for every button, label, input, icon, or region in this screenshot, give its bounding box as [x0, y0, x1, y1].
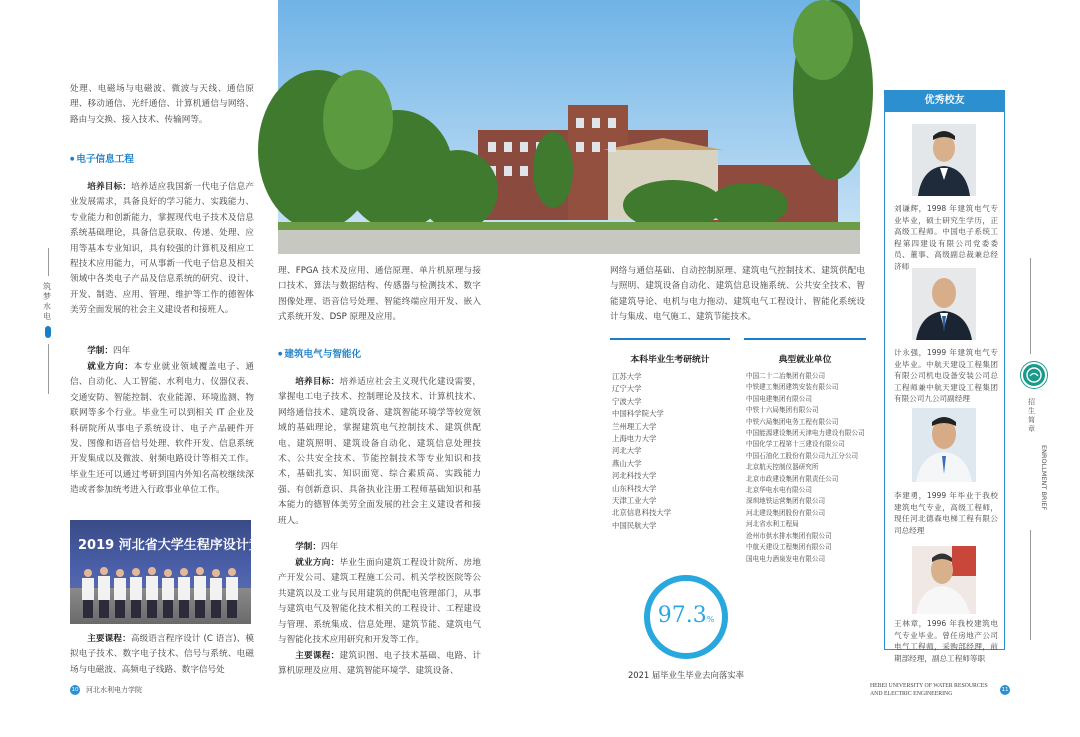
goal-text: 培养适应社会主义现代化建设需要，掌握电工电子技术、控制理论及技术、计算机技术、网络通信技术、建筑设备、建筑智能环境学等较宽领域的基础理论，掌握建筑电气控制技术、建筑供配电、建筑照明、建筑设备自动化、建筑信息处理技术、公共安全技术、节能控制技术等专业知识和技术，基础扎实、知识面宽、综合素质高、实践能力强、有创新意识、具备执业注册工程师基础知识和基本能力的德智体美劳全面发展的社会主义建设者和接班人。: [278, 377, 481, 526]
list-item: 中国能源建设集团天津电力建设有限公司: [746, 429, 865, 438]
col2-duration: [278, 540, 481, 555]
footer-right-line1: HEBEI UNIVERSITY OF WATER RESOURCES: [870, 683, 988, 689]
alumnus-text-1: 刘谦辉，1998 年建筑电气专业毕业，硕士研究生学历，正高级工程师。中国电子系统工程第四建设有限公司党委委员、董事、高级副总裁兼总经济师: [894, 204, 998, 271]
list-item: 中航天建设工程集团有限公司: [746, 543, 832, 552]
duration-label: 学制：: [295, 542, 321, 552]
list-item: 燕山大学: [612, 458, 642, 468]
col2-goal: [278, 375, 481, 529]
courses-label: 主要课程：: [295, 651, 340, 661]
list-item: 北京信息科技大学: [612, 508, 672, 518]
col2-intro: 理、FPGA 技术及应用、通信原理、单片机原理与接口技术、算法与数据结构、传感器与检测技术、数字图像处理、语音信号处理、智能终端应用开发、嵌入式系统开发、DSP 原理及应用。: [278, 266, 481, 323]
goal-label: 培养目标：: [295, 377, 340, 387]
list-item: 中铁六局集团电务工程有限公司: [746, 417, 839, 426]
side-rule-top: [48, 248, 49, 276]
list-item: 江苏大学: [612, 372, 642, 381]
list-item: 中国民航大学: [612, 520, 657, 530]
list-item: 河北大学: [612, 446, 642, 456]
campus-photo: [278, 0, 860, 254]
courses-text: 高级语言程序设计 (C 语言)、模拟电子技术、数字电子技术、信号与系统、电磁场与电磁波、高频电子线路、数字信号处: [70, 634, 254, 675]
school-emblem-icon: [1021, 362, 1047, 388]
goal-text: 培养适应我国新一代电子信息产业发展需求，具备良好的学习能力、实践能力、专业能力和创新能力，掌握现代电子技术及信息系统基础理论，具备信息获取、传递、处理、应用等基本专业知识，具有较强的计算机及相应工程技术应用能力，可从事新一代电子信息及相关领域中各类电子产品及信息系统的研究、设计、开发、制造、应用、管理、维护等工作的德智体美劳全面发展的社会主义建设者和接班人。: [70, 182, 254, 316]
col1-duration: [70, 344, 254, 359]
list-item: 中国电建集团有限公司: [746, 394, 812, 403]
side-label-right-cn: 招生简章: [1028, 398, 1035, 433]
footer-right-page-number: 11: [1001, 687, 1009, 693]
list-item: 北京市政建设集团有限责任公司: [746, 474, 839, 483]
section-title-electronic: ● 电子信息工程: [70, 151, 134, 165]
rate-unit: %: [706, 615, 715, 624]
col1-intro: 处理、电磁场与电磁波、微波与天线、通信原理、移动通信、光纤通信、计算机通信与网络、路由与交换、接入技术、传输网等。: [70, 84, 254, 125]
duration-value: 四年: [320, 542, 339, 552]
alumnus-photo-1: [912, 124, 976, 196]
list-item: 河北建设集团股份有限公司: [746, 508, 826, 517]
col1-career: [70, 360, 254, 499]
employer-title-rule: [744, 338, 866, 340]
list-item: 河北科技大学: [612, 471, 657, 481]
list-item: 沧州市供水排水集团有限公司: [746, 531, 832, 540]
list-item: 宁波大学: [612, 396, 642, 406]
list-item: 北京华电水电有限公司: [746, 486, 812, 495]
side-marker: [45, 326, 51, 338]
rate-value: [650, 603, 722, 628]
footer-right-line2: AND ELECTRIC ENGINEERING: [870, 691, 953, 697]
rate-caption: 2021 届毕业生毕业去向落实率: [627, 670, 745, 680]
col2-career: [278, 556, 481, 648]
career-text: 本专业就业领域覆盖电子、通信、自动化、人工智能、水利电力、仪器仪表、交通安防、智能控制、农业能源、环境监测、物联网等多个行业。毕业生可以到相关 IT 企业及科研院所从事电子系统设计、电子产品硬件开发、图像和语音信号处理、软件开发、信息系统开发集成以及微波、射频电路设计等相关工作。毕业生还可以通过考研到国内外知名高校继续深造或者参加统考进入行政事业单位工作。: [70, 362, 254, 496]
duration-value: 四年: [112, 346, 131, 356]
courses-label: 主要课程：: [87, 634, 131, 644]
side-rule-bottom: [48, 344, 49, 394]
side-label-right-en: ENROLLMENT BRIEF: [1040, 445, 1048, 511]
employer-title: 典型就业单位: [778, 355, 832, 365]
competition-people: [80, 568, 242, 620]
list-item: 河北省水利工程局: [746, 520, 799, 529]
col2-courses: [278, 649, 481, 680]
alumnus-photo-4: [912, 546, 976, 614]
alumnus-text-2: 计永强，1999 年建筑电气专业毕业。中航天建设工程集团有限公司机电设备安装公司总工程师兼中航天建设工程集团有限公司九公司副经理: [894, 348, 998, 404]
footer-left-school: 河北水利电力学院: [86, 686, 142, 694]
alumnus-photo-3: [912, 408, 976, 482]
list-item: 中国石油化工股份有限公司九江分公司: [746, 451, 859, 460]
rate-number: 97.3: [657, 603, 707, 628]
competition-photo: [70, 520, 275, 624]
col1-goal: [70, 180, 254, 319]
employer-list: [746, 371, 874, 565]
footer-right-school-en: [870, 682, 988, 698]
goal-label: 培养目标：: [87, 182, 132, 192]
grad-school-list: [612, 371, 732, 532]
list-item: 天津工业大学: [612, 496, 657, 506]
list-item: 兰州理工大学: [612, 421, 657, 431]
career-label: 就业方向：: [295, 558, 340, 568]
grad-stats-title: 本科毕业生考研统计: [630, 355, 710, 365]
list-item: 辽宁大学: [612, 384, 642, 394]
list-item: 中铁建工集团建筑安装有限公司: [746, 383, 839, 392]
competition-banner-text: 2019 河北省大学生程序设计竞赛: [78, 538, 275, 553]
list-item: 中国化学工程第十三建设有限公司: [746, 440, 845, 449]
duration-label: 学制：: [87, 346, 113, 356]
list-item: 上海电力大学: [612, 434, 657, 444]
list-item: 中国二十二冶集团有限公司: [746, 372, 826, 380]
courses-text: 建筑识图、电子技术基础、电路、计算机原理及应用、建筑智能环境学、建筑设备、: [278, 651, 481, 677]
alumnus-text-4: 王林章，1996 年我校建筑电气专业毕业。曾任房地产公司电气工程师，采购部经理，前期部经理，副总工程师等职: [894, 619, 998, 663]
footer-left-page-number: 10: [71, 687, 79, 693]
right-side-rule-top: [1030, 258, 1031, 354]
list-item: 中铁十六局集团有限公司: [746, 406, 819, 415]
career-text: 毕业生面向建筑工程设计院所、房地产开发公司、建筑工程施工公司、机关学校医院等公共建筑以及工业与民用建筑的供配电管理部门，从事与建筑电气及智能化技术相关的工程设计、工程建设与管理、系统集成、信息处理、建筑节能、建筑电气与智能化技术应用研究和开发等工作。: [278, 558, 481, 646]
grad-title-rule: [610, 338, 730, 340]
career-label: 就业方向：: [87, 362, 134, 372]
side-label-left: 筑梦水电: [43, 282, 51, 321]
alumni-title: 优秀校友: [884, 90, 1005, 112]
list-item: 中国科学院大学: [612, 409, 664, 419]
list-item: 深圳地铁运营集团有限公司: [746, 497, 826, 506]
alumnus-text-3: 李建勇，1999 年毕业于我校建筑电气专业，高级工程师，现任河北德森电梯工程有限公司总经理: [894, 491, 998, 535]
list-item: 北京航天控制仪器研究所: [746, 463, 819, 472]
list-item: 山东科技大学: [612, 483, 657, 493]
col3-intro: 网络与通信基础、自动控制原理、建筑电气控制技术、建筑供配电与照明、建筑设备自动化、建筑信息设施系统、公共安全技术、智能建筑导论、电机与电力拖动、建筑电气工程设计、智能化系统设计与集成、电气施工、建筑节能技术。: [610, 266, 865, 323]
col1-courses: [70, 632, 254, 678]
section-title-building-electric: ● 建筑电气与智能化: [278, 346, 361, 360]
alumnus-photo-2: [912, 268, 976, 340]
list-item: 国电电力酒泉发电有限公司: [746, 554, 826, 563]
right-side-rule-bottom: [1030, 530, 1031, 640]
